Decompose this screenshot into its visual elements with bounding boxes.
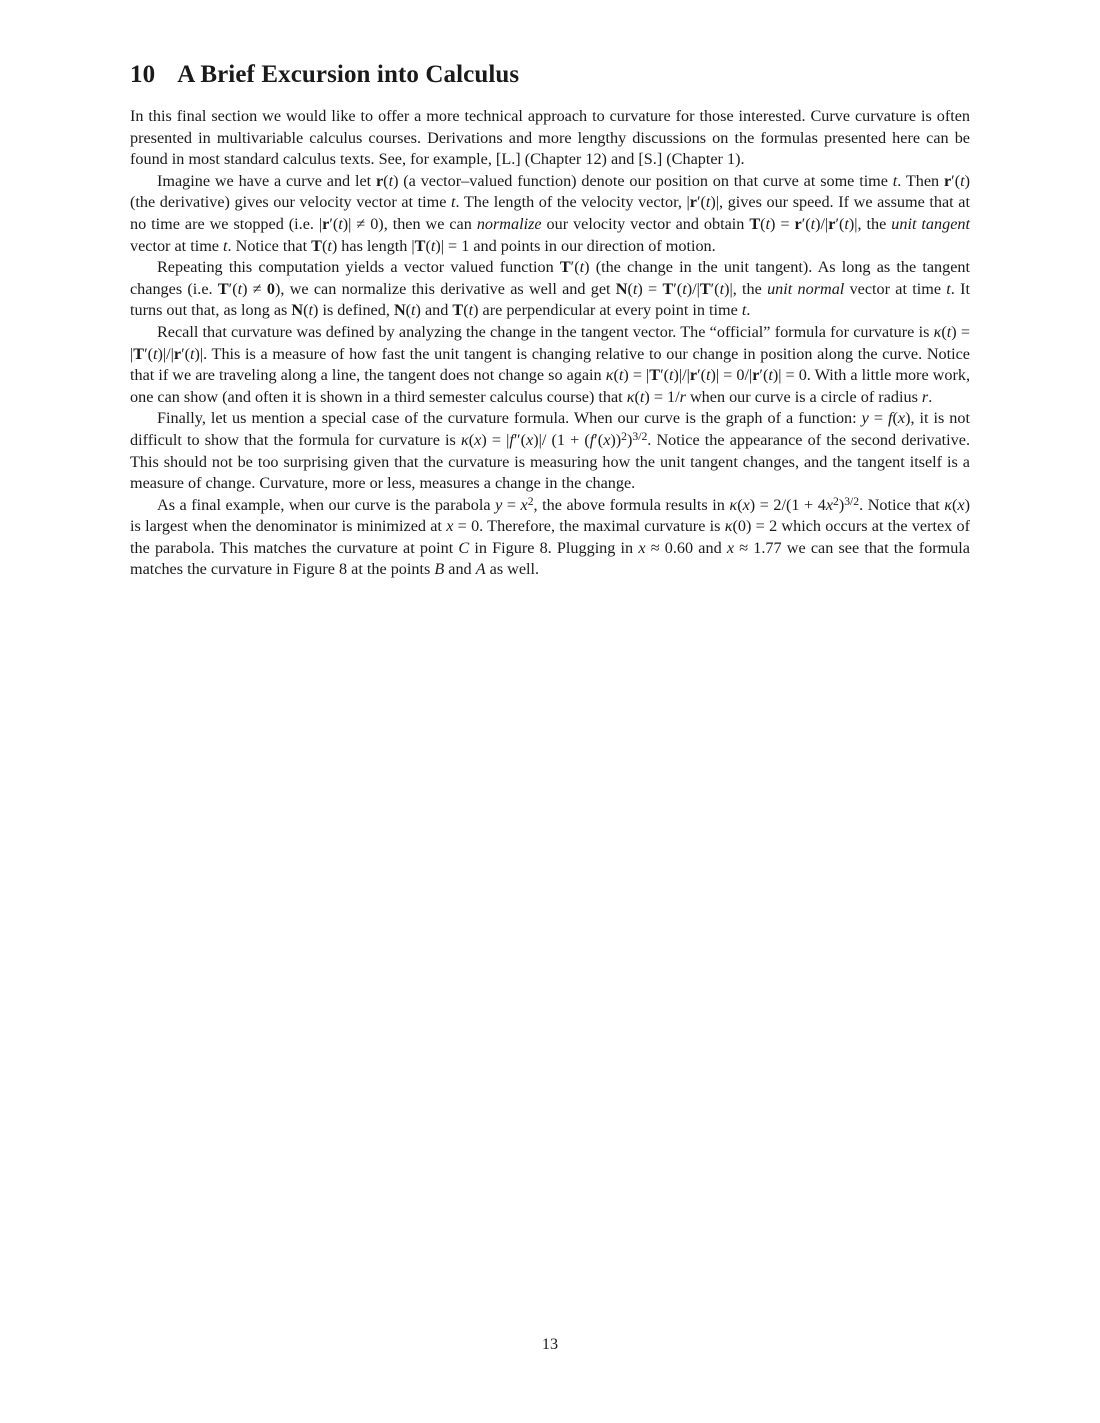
page-body: [130, 58, 970, 581]
paragraph: Repeating this computation yields a vector valued function T′(t) (the change in the unit tangent). As long as the tangent changes (i.e. T′(t) ≠ 0), we can normalize this derivative as well and get N(t) = T′(t)/|T′(t)|, the unit normal vector at time t. It turns out that, as long as N(t) is defined, N(t) and T(t) are perpendicular at every point in time t.: [130, 258, 971, 320]
paragraph: Finally, let us mention a special case of the curvature formula. When our curve is the graph of a function: y = f(x), it is not difficult to show that the formula for curvature is κ(x) = |f″(x)|/ $(1 + (f'(x))^2)^{3/2}$. Notice the appearance of the second derivative. This should not be too surprising given that the curvature is measuring how the unit tangent changes, and the tangent itself is a measure of change. Curvature, more or less, measures a change in the change.: [130, 409, 971, 493]
section-number: 10: [130, 61, 156, 88]
section-heading: [130, 58, 970, 92]
section-title: A Brief Excursion into Calculus: [177, 61, 520, 88]
paragraph: As a final example, when our curve is the parabola $y = x^2$, the above formula results in $\kappa(x) = 2/(1 + 4x^2)^{3/2}$. Notice that κ(x) is largest when the denominator is minimized at x = 0. Therefore, the maximal curvature is κ(0) = 2 which occurs at the vertex of the parabola. This matches the curvature at point C in Figure 8. Plugging in x ≈ 0.60 and x ≈ 1.77 we can see that the formula matches the curvature in Figure 8 at the points B and A as well.: [130, 494, 970, 579]
section-text: [130, 106, 970, 581]
paragraph: Recall that curvature was defined by analyzing the change in the tangent vector. The “official” formula for curvature is κ(t) = |T′(t)|/|r′(t)|. This is a measure of how fast the unit tangent is changing relative to our change in position along the curve. Notice that if we are traveling along a line, the tangent does not change so again κ(t) = |T′(t)|/|r′(t)| = 0/|r′(t)| = 0. With a little more work, one can show (and often it is shown in a third semester calculus course) that κ(t) = 1/r when our curve is a circle of radius r.: [130, 322, 970, 406]
page-number: 13: [541, 1335, 559, 1353]
paragraph: Imagine we have a curve and let r(t) (a vector–valued function) denote our position on that curve at some time t. Then r′(t) (the derivative) gives our velocity vector at time t. The length of the velocity vector, |r′(t)|, gives our speed. If we assume that at no time are we stopped (i.e. |r′(t)| ≠ 0), then we can normalize our velocity vector and obtain T(t) = r′(t)/|r′(t)|, the unit tangent vector at time t. Notice that T(t) has length |T(t)| = 1 and points in our direction of motion.: [130, 171, 970, 255]
paragraph: In this final section we would like to offer a more technical approach to curvature for those interested. Curve curvature is often presented in multivariable calculus courses. Derivations and more lengthy discussions on the formulas presented here can be found in most standard calculus texts. See, for example, [L.] (Chapter 12) and [S.] (Chapter 1).: [130, 107, 970, 169]
